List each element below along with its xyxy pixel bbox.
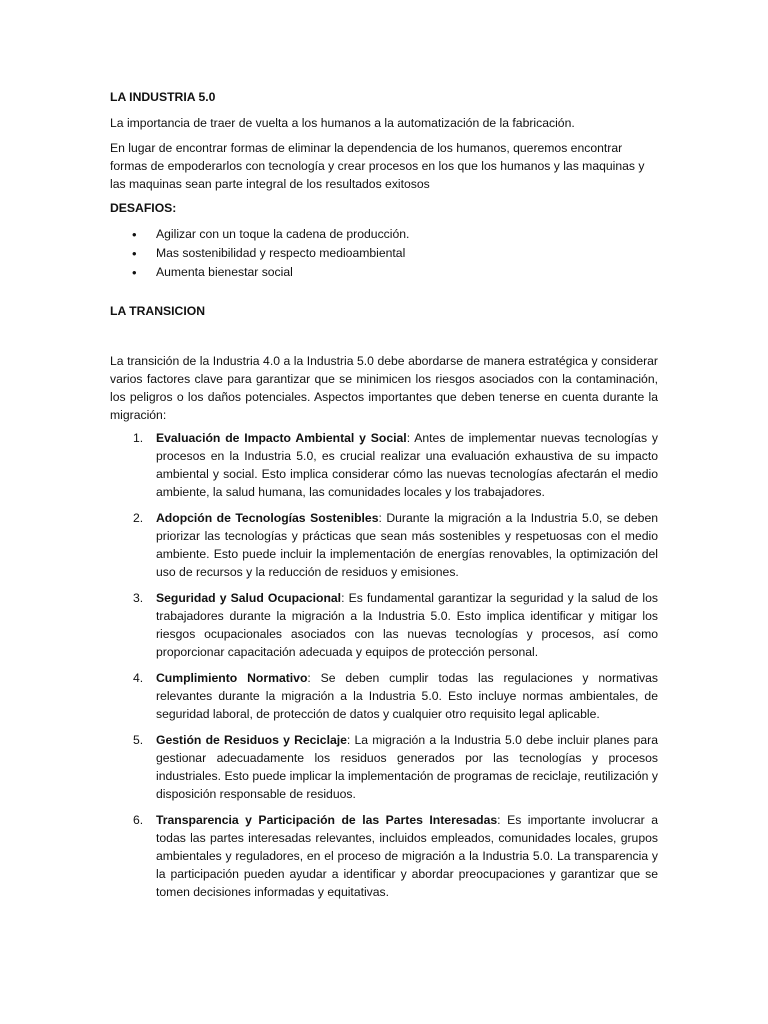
list-item bbox=[110, 225, 658, 244]
document-page bbox=[110, 88, 658, 909]
list-number: 3. bbox=[133, 591, 144, 605]
list-number: 1. bbox=[133, 431, 144, 445]
list-item-text: Agilizar con un toque la cadena de producción. bbox=[156, 227, 410, 241]
item-term: Evaluación de Impacto Ambiental y Social bbox=[156, 431, 407, 445]
list-number: 5. bbox=[133, 733, 144, 747]
list-number: 4. bbox=[133, 671, 144, 685]
item-text: : Antes de implementar nuevas tecnologías y procesos en la Industria 5.0, es crucial realizar una evaluación exhaustiva de su impacto ambiental y social. Esto implica considerar cómo las nuevas tecnologías afectarán el medio ambiente, la salud humana, las comunidades locales y los trabajadores. bbox=[156, 431, 658, 499]
list-number: 2. bbox=[133, 511, 144, 525]
item-term: Gestión de Residuos y Reciclaje bbox=[156, 733, 347, 747]
item-text: : Se deben cumplir todas las regulaciones y normativas relevantes durante la migración a la Industria 5.0. Esto incluye normas ambientales, de seguridad laboral, de protección de datos y cualquier otro requisito legal aplicable. bbox=[156, 671, 659, 721]
item-term: Cumplimiento Normativo bbox=[156, 671, 308, 685]
list-item-text: Aumenta bienestar social bbox=[156, 265, 293, 279]
transition-heading: LA TRANSICION bbox=[110, 304, 206, 318]
document-title: LA INDUSTRIA 5.0 bbox=[110, 90, 216, 104]
list-item bbox=[110, 429, 658, 501]
list-item bbox=[110, 244, 658, 263]
transition-intro: La transición de la Industria 4.0 a la Industria 5.0 debe abordarse de manera estratégica y considerar varios factores clave para garantizar que se minimicen los riesgos asociados con la contaminación, los peligros o los daños potenciales. Aspectos importantes que deben tenerse en cuenta durante la migración: bbox=[110, 354, 658, 422]
item-text: : Es importante involucrar a todas las partes interesadas relevantes, incluidos empleados, comunidades locales, grupos ambientales y reguladores, en el proceso de migración a la Industria 5.0. La transparencia y la participación pueden ayudar a identificar y abordar preocupaciones y garantizar que se tomen decisiones informadas y equitativas. bbox=[156, 813, 658, 899]
list-item bbox=[110, 811, 658, 901]
aspects-list bbox=[110, 429, 658, 901]
item-term: Seguridad y Salud Ocupacional bbox=[156, 591, 342, 605]
list-item bbox=[110, 509, 658, 581]
item-text: : La migración a la Industria 5.0 debe incluir planes para gestionar adecuadamente los residuos generados por las tecnologías y procesos industriales. Esto puede implicar la implementación de programas de reciclaje, reutilización y disposición responsable de residuos. bbox=[156, 733, 658, 801]
list-number: 6. bbox=[133, 813, 144, 827]
challenges-list bbox=[110, 225, 658, 282]
item-text: : Durante la migración a la Industria 5.0, se deben priorizar las tecnologías y prácticas que sean más sostenibles y respetuosas con el medio ambiente. Esto puede incluir la implementación de energías renovables, la optimización del uso de recursos y la reducción de residuos y emisiones. bbox=[156, 511, 658, 579]
list-item bbox=[110, 589, 658, 661]
item-term: Transparencia y Participación de las Partes Interesadas bbox=[156, 813, 498, 827]
bullet-icon: • bbox=[132, 227, 137, 242]
challenges-heading: DESAFIOS: bbox=[110, 201, 177, 215]
item-term: Adopción de Tecnologías Sostenibles bbox=[156, 511, 379, 525]
item-text: : Es fundamental garantizar la seguridad y la salud de los trabajadores durante la migración a la Industria 5.0. Esto implica identificar y mitigar los riesgos ocupacionales asociados con las nuevas tecnologías y procesos, así como proporcionar capacitación adecuada y equipos de protección personal. bbox=[156, 591, 659, 659]
list-item bbox=[110, 731, 658, 803]
bullet-icon: • bbox=[132, 246, 137, 261]
bullet-icon: • bbox=[132, 265, 137, 280]
intro-sentence: La importancia de traer de vuelta a los humanos a la automatización de la fabricación. bbox=[110, 116, 575, 130]
intro-paragraph: En lugar de encontrar formas de eliminar la dependencia de los humanos, queremos encontrar formas de empoderarlos con tecnología y crear procesos en los que los humanos y las maquinas y las maquinas sean parte integral de los resultados exitosos bbox=[110, 141, 645, 191]
list-item-text: Mas sostenibilidad y respecto medioambiental bbox=[156, 246, 406, 260]
list-item bbox=[110, 263, 658, 282]
list-item bbox=[110, 669, 658, 723]
